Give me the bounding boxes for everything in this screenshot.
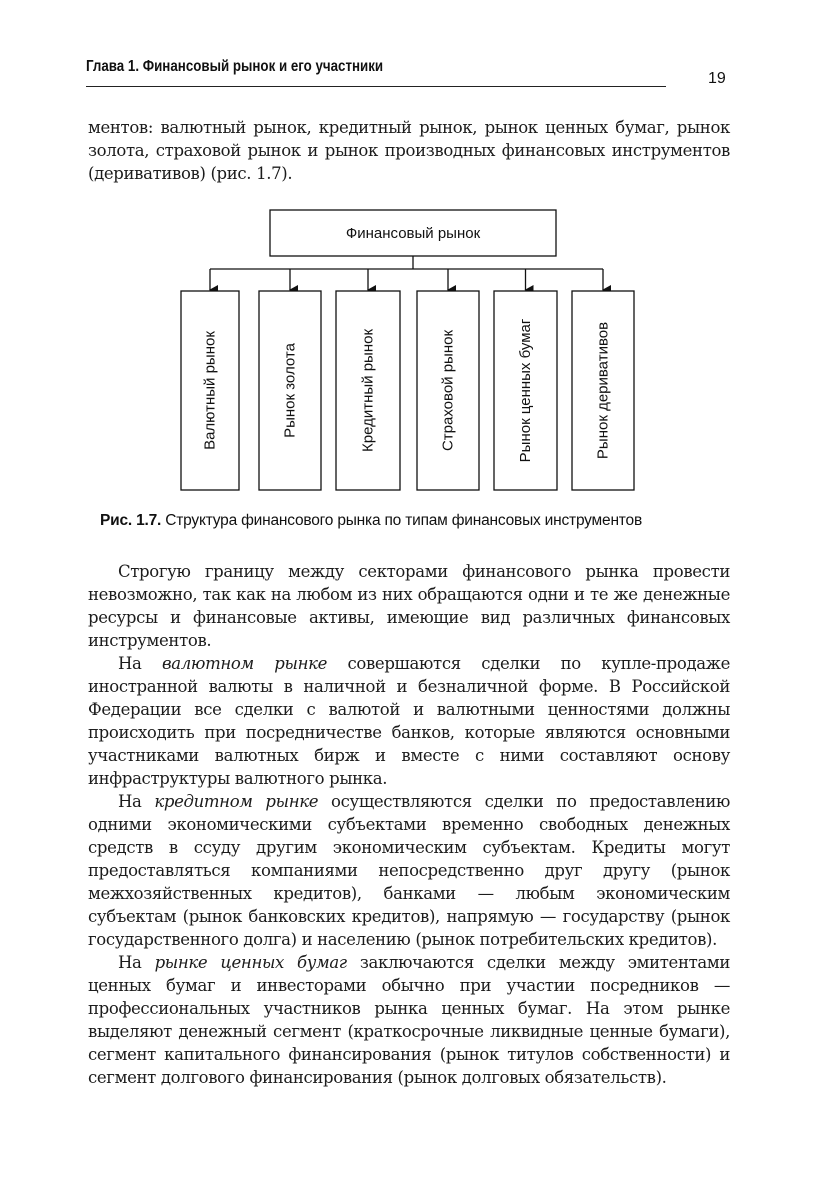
p3-prefix: На	[118, 792, 155, 811]
page-number: 19	[708, 70, 726, 87]
term-securities-market: рынке ценных бумаг	[154, 953, 347, 972]
market-structure-diagram	[0, 0, 817, 500]
caption-label: Рис. 1.7.	[100, 512, 162, 529]
p2-rest: совершаются сделки по купле-продаже иностранной валюты в наличной и безналичной форме. В Российской Федерации все сделки с валютой и валютными ценностями должны происходить при посредничестве банков, которые являются основными участниками валютных бирж и вместе с ними составляют основу инфраструктуры валютного рынка.	[88, 654, 731, 788]
paragraph-3	[88, 790, 730, 951]
label-currency: Валютный рынок	[201, 331, 219, 450]
label-derivatives: Рынок деривативов	[594, 321, 612, 460]
p4-prefix: На	[118, 953, 155, 972]
label-credit: Кредитный рынок	[359, 328, 377, 453]
intro-line-3: (деривативов) (рис. 1.7).	[88, 164, 293, 183]
p2-prefix: На	[118, 654, 163, 673]
p4-rest: заключаются сделки между эмитентами ценных бумаг и инвесторами обычно при участии посредников — профессиональных участников рынка ценных бумаг. На этом рынке выделяют денежный сегмент (краткосрочные ликвидные ценные бумаги), сегмент капитального финансирования (рынок титулов собственности) и сегмент долгового финансирования (рынок долговых обязательств).	[88, 953, 731, 1087]
label-securities: Рынок ценных бумаг	[517, 318, 534, 463]
child-boxes	[181, 269, 634, 490]
chapter-header: Глава 1. Финансовый рынок и его участники	[86, 58, 384, 75]
intro-line-2: золота, страховой рынок и рынок производных финансовых инструментов	[88, 141, 730, 160]
caption-text: Структура финансового рынка по типам финансовых инструментов	[165, 512, 642, 529]
intro-line-1: ментов: валютный рынок, кредитный рынок, рынок ценных бумаг, рынок	[88, 118, 730, 137]
p3-rest: осуществляются сделки по предоставлению одними экономическими субъектами временно свободных денежных средств в ссуду другим экономическим субъектам. Кредиты могут предоставляться компаниями непосредственно друг другу (рынок межхозяйственных кредитов), банками — любым экономическим субъектам (рынок банковских кредитов), напрямую — государству (рынок государственного долга) и населению (рынок потребительских кредитов).	[88, 792, 730, 949]
paragraph-4	[88, 951, 730, 1089]
root-label: Финансовый рынок	[345, 225, 481, 242]
label-insurance: Страховой рынок	[439, 329, 457, 452]
term-currency-market: валютном рынке	[162, 654, 328, 673]
paragraph-2	[88, 652, 730, 790]
term-credit-market: кредитном рынке	[154, 792, 319, 811]
figure-caption	[100, 512, 740, 530]
main-text	[88, 560, 730, 1089]
label-gold: Рынок золота	[281, 343, 299, 438]
paragraph-1: Строгую границу между секторами финансового рынка провести невозможно, так как на любом из них обращаются одни и те же денежные ресурсы и финансовые активы, имеющие вид различных финансовых инструментов.	[88, 562, 730, 650]
